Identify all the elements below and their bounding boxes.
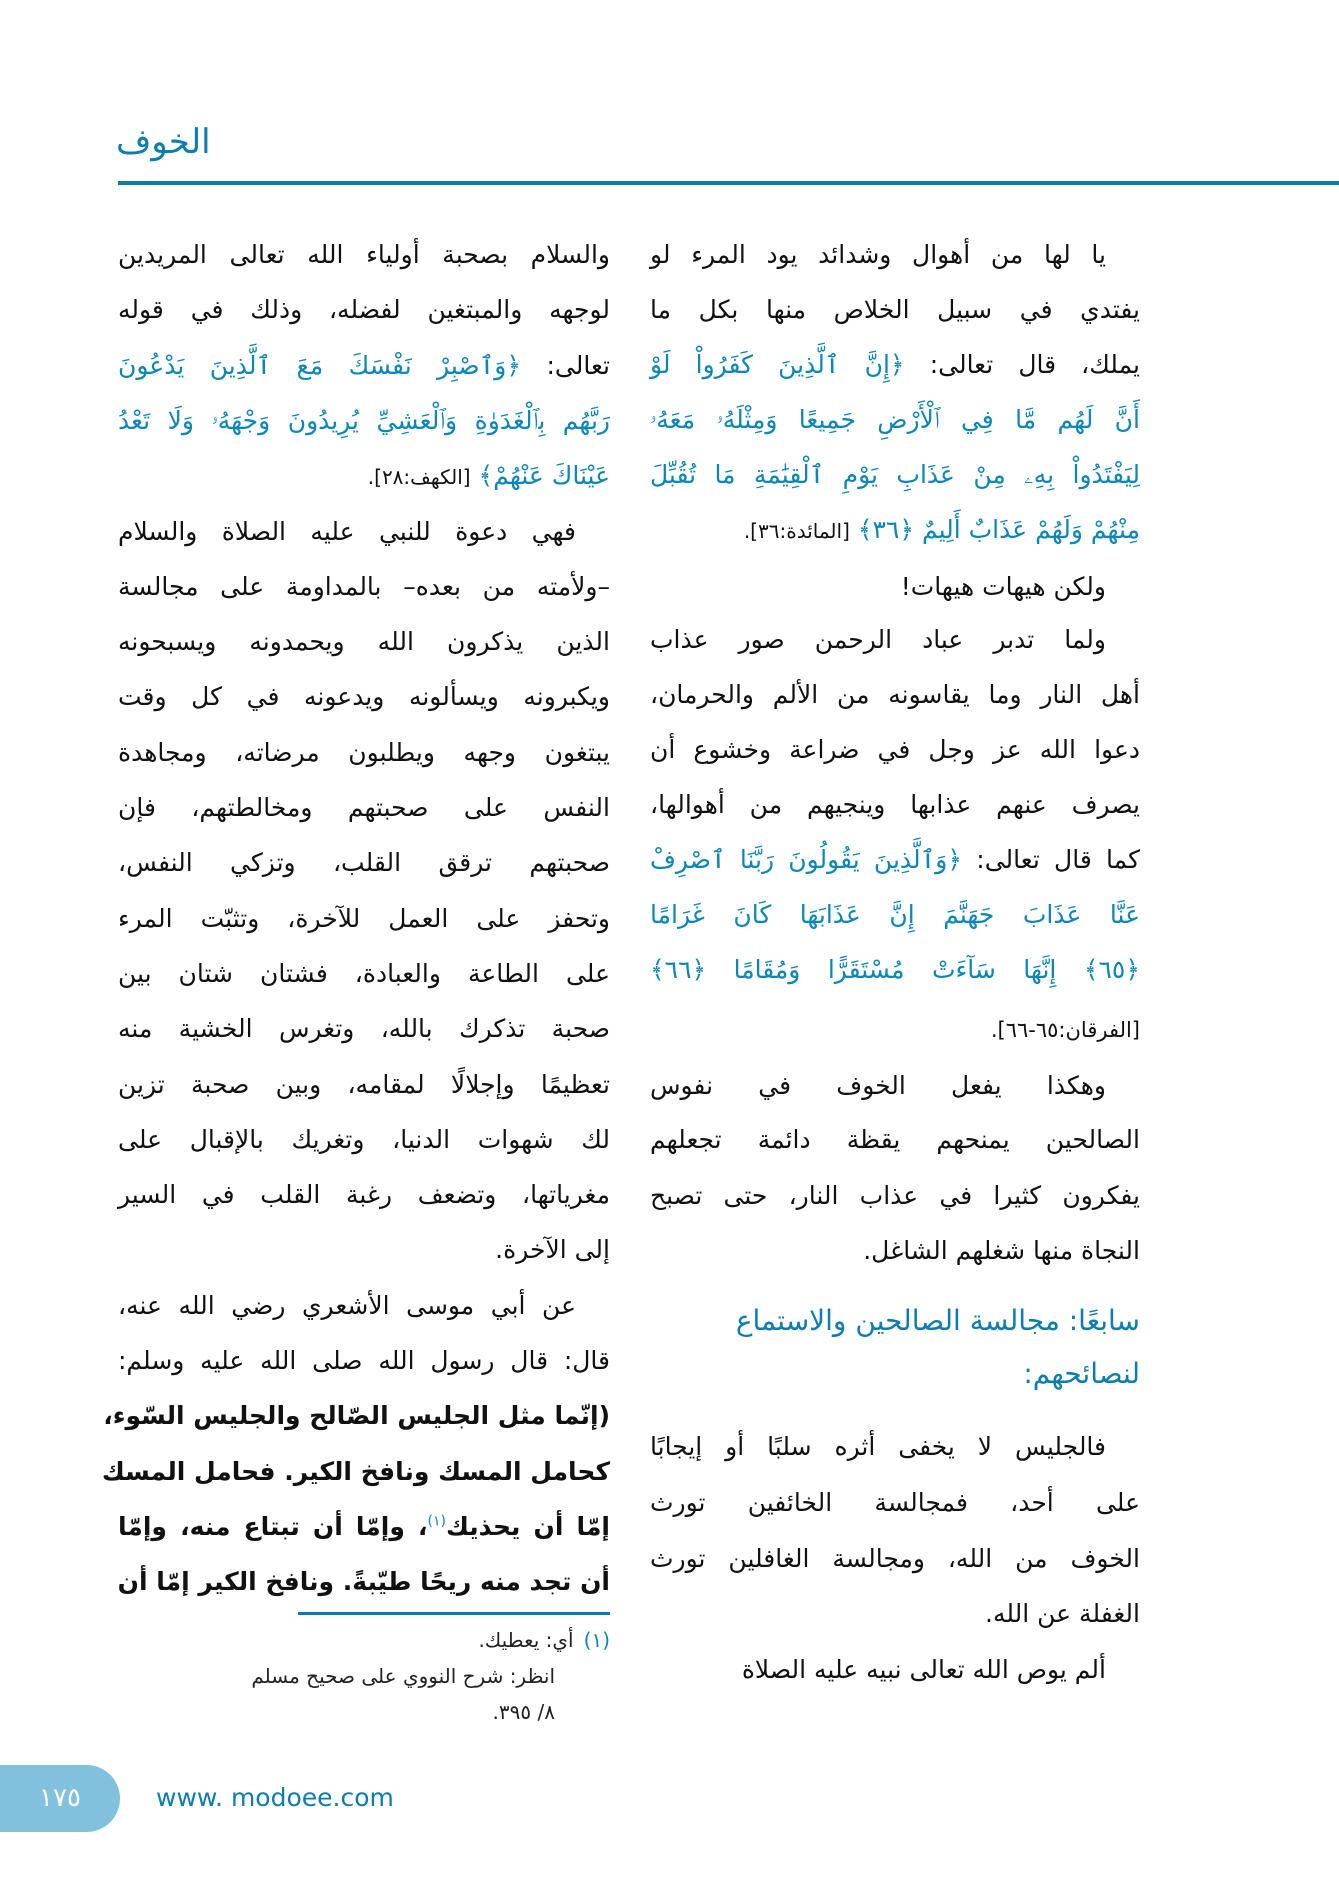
text-line (650, 1058, 1140, 1114)
body-text: يا لها من أهوال وشدائد يود المرء لو (650, 240, 1106, 269)
text-line (650, 559, 1140, 615)
text-line (650, 502, 1140, 558)
text-line (118, 282, 610, 338)
text-line (118, 1112, 610, 1168)
footnote-source: انظر: شرح النووي على صحيح مسلم (251, 1664, 555, 1688)
website-link[interactable]: www. modoee.com (156, 1783, 394, 1812)
quran-verse-text: ﴿إِنَّ ٱلَّذِينَ كَفَرُواْ لَوْ (650, 350, 905, 379)
text-line (650, 777, 1140, 833)
text-line (118, 504, 610, 560)
quran-verse-text: مِنْهُمْ وَلَهُمْ عَذَابٌ أَلِيمٌ ﴿٣٦﴾ (849, 515, 1140, 544)
text-line (103, 1388, 610, 1444)
hadith-text: (إنّما مثل الجليس الصّالح والجليس السّوء، (103, 1401, 610, 1430)
text-line (118, 1333, 610, 1389)
quran-verse-text: لِيَفْتَدُواْ بِهِۦ مِنْ عَذَابِ يَوْمِ ٱلْقِيَٰمَةِ مَا تُقُبِّلَ (650, 460, 1140, 489)
text-line (650, 1531, 1140, 1587)
body-text: كما قال تعالى: (962, 845, 1140, 874)
body-text: صحبة تذكرك بالله، وتغرس الخشية منه (118, 1014, 610, 1043)
text-line (650, 447, 1140, 503)
body-text: الصالحين يمنحهم يقظة دائمة تجعلهم (650, 1125, 1140, 1154)
text-line (118, 227, 610, 283)
text-line (650, 227, 1140, 283)
text-line (650, 1223, 1140, 1279)
text-line (650, 1642, 1140, 1698)
body-text: لنصائحهم: (1023, 1357, 1140, 1390)
text-line (118, 1222, 610, 1278)
body-text: يملك، قال تعالى: (904, 350, 1140, 379)
footnote-number: (١) (583, 1628, 610, 1652)
text-line (650, 612, 1140, 668)
text-line (650, 887, 1140, 943)
quran-verse-text: ﴿وَٱلَّذِينَ يَقُولُونَ رَبَّنَا ٱصْرِفْ (650, 845, 963, 874)
quran-verse-text: ﴿٦٥﴾ إِنَّهَا سَآءَتْ مُسْتَقَرًّا وَمُقَامًا ﴿٦٦﴾ (650, 955, 1140, 984)
text-line (118, 1057, 610, 1113)
text-line (118, 891, 610, 947)
text-line (118, 725, 610, 781)
body-text: الغفلة عن الله. (985, 1599, 1140, 1628)
body-text: دعوا الله عز وجل في ضراعة وخشوع أن (650, 735, 1140, 764)
body-text: ألم يوص الله تعالى نبيه عليه الصلاة (741, 1655, 1106, 1684)
text-line (650, 722, 1140, 778)
text-line (650, 1002, 1140, 1058)
text-line (650, 832, 1140, 888)
body-text: يفكرون كثيرا في عذاب النار، حتى تصبح (650, 1181, 1140, 1210)
body-text: ولكن هيهات هيهات! (900, 572, 1106, 601)
quran-verse-text: ﴿وَٱصْبِرْ نَفْسَكَ مَعَ ٱلَّذِينَ يَدْعُونَ (118, 351, 522, 380)
quran-verse-text: عَنَّا عَذَابَ جَهَنَّمَ إِنَّ عَذَابَهَا كَانَ غَرَامًا (650, 900, 1140, 929)
body-text: عن أبي موسى الأشعري رضي الله عنه، (118, 1291, 576, 1320)
body-text: إلى الآخرة. (495, 1235, 610, 1264)
body-text: تعظيمًا وإجلالًا لمقامه، وبين صحبة تزين (118, 1070, 610, 1099)
text-line (118, 614, 610, 670)
body-text: والسلام بصحبة أولياء الله تعالى المريدين (118, 240, 610, 269)
text-line (650, 1419, 1140, 1475)
body-text: –ولأمته من بعده– بالمداومة على مجالسة (118, 572, 610, 601)
text-line (650, 1112, 1140, 1168)
text-line (650, 1475, 1140, 1531)
text-line (118, 448, 610, 504)
hadith-text: ، وإمّا أن تبتاع منه، وإمّا (118, 1512, 428, 1541)
running-header-title: الخوف (116, 122, 211, 162)
text-line (118, 1001, 610, 1057)
text-line (650, 1586, 1140, 1642)
text-line (118, 1554, 610, 1610)
footnote-text: أي: يعطيك. (478, 1628, 574, 1652)
body-text: مغرياتها، وتضعف رغبة القلب في السير (118, 1180, 610, 1209)
verse-reference: [المائدة:٣٦]. (743, 519, 850, 543)
text-line (118, 946, 610, 1002)
body-text: ويكبرونه ويسألونه ويدعونه في كل وقت (118, 682, 610, 711)
quran-verse-text: رَبَّهُم بِٱلْغَدَوٰةِ وَٱلْعَشِيِّ يُرِيدُونَ وَجْهَهُۥ وَلَا تَعْدُ (118, 406, 610, 435)
hadith-text: إمّا أن يحذيك (445, 1512, 610, 1541)
body-text: يصرف عنهم عذابها وينجيهم من أهوالها، (650, 790, 1140, 819)
text-line (118, 559, 610, 615)
hadith-text: كحامل المسك ونافخ الكير. فحامل المسك (101, 1457, 610, 1486)
body-text: لوجهه والمبتغين لفضله، وذلك في قوله (118, 295, 610, 324)
body-text: تعالى: (521, 351, 611, 380)
text-line (118, 1499, 610, 1555)
body-text: وهكذا يفعل الخوف في نفوس (650, 1071, 1106, 1100)
body-text: أهل النار وما يقاسونه من الألم والحرمان، (650, 680, 1140, 709)
footnote-marker: (١) (427, 1513, 446, 1530)
text-line (650, 392, 1140, 448)
footnote-source-page: ٨/ ٣٩٥. (492, 1700, 555, 1724)
body-text: النفس على صحبتهم ومخالطتهم، فإن (118, 793, 610, 822)
quran-verse-text: أَنَّ لَهُم مَّا فِي ٱلْأَرْضِ جَمِيعًا وَمِثْلَهُۥ مَعَهُۥ (650, 405, 1140, 434)
text-line (650, 942, 1140, 998)
body-text: على الطاعة والعبادة، فشتان شتان بين (118, 959, 610, 988)
footnote-1 (478, 1628, 610, 1652)
body-text: وتحفز على العمل للآخرة، وتثبّت المرء (118, 904, 610, 933)
text-line (118, 1278, 610, 1334)
body-text: ولما تدبر عباد الرحمن صور عذاب (650, 625, 1106, 654)
text-line (118, 393, 610, 449)
text-line (118, 338, 610, 394)
section-heading-line (650, 1293, 1140, 1349)
quran-verse-text: عَيْنَاكَ عَنْهُمْ﴾ (470, 461, 610, 490)
text-line (650, 667, 1140, 723)
body-text: النجاة منها شغلهم الشاغل. (863, 1236, 1140, 1265)
body-text: قال: قال رسول الله صلى الله عليه وسلم: (118, 1346, 610, 1375)
body-text: لك شهوات الدنيا، وتغريك بالإقبال على (118, 1125, 610, 1154)
body-text: على أحد، فمجالسة الخائفين تورث (650, 1488, 1140, 1517)
text-line (118, 835, 610, 891)
body-text: سابعًا: مجالسة الصالحين والاستماع (735, 1304, 1140, 1337)
body-text: الخوف من الله، ومجالسة الغافلين تورث (650, 1544, 1140, 1573)
section-heading-line (650, 1346, 1140, 1402)
body-text: يبتغون وجهه ويطلبون مرضاته، ومجاهدة (118, 738, 610, 767)
body-text: [الفرقان:٦٥-٦٦]. (990, 1018, 1140, 1042)
text-line (101, 1444, 610, 1500)
text-line (118, 669, 610, 725)
text-line (650, 337, 1140, 393)
hadith-text: أن تجد منه ريحًا طيّبةً. ونافخ الكير إمّا أن (117, 1567, 610, 1596)
body-text: صحبتهم ترقق القلب، وتزكي النفس، (118, 848, 610, 877)
text-line (118, 1167, 610, 1223)
page-number-badge: ١٧٥ (0, 1765, 120, 1832)
header-divider (118, 181, 1339, 185)
text-line (118, 780, 610, 836)
text-line (650, 282, 1140, 338)
footnote-divider (298, 1612, 610, 1615)
body-text: الذين يذكرون الله ويحمدونه ويسبحونه (118, 627, 610, 656)
verse-reference: [الكهف:٢٨]. (367, 465, 471, 489)
body-text: فالجليس لا يخفى أثره سلبًا أو إيجابًا (650, 1432, 1106, 1461)
text-line (650, 1168, 1140, 1224)
body-text: فهي دعوة للنبي عليه الصلاة والسلام (118, 517, 576, 546)
body-text: يفتدي في سبيل الخلاص منها بكل ما (650, 295, 1140, 324)
